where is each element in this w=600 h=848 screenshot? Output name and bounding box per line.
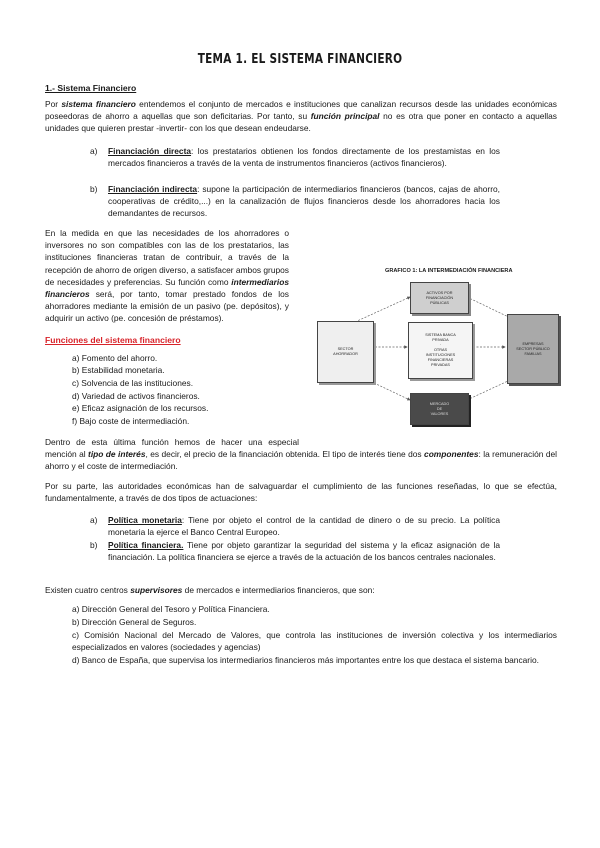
public-financing-label: ACTIVOS POR FINANCIACIÓN PÚBLICAS — [425, 290, 454, 305]
list-item: Política monetaria: Tiene por objeto el control de la cantidad de dinero o de su precio. La política monetaria la ejerce el Banco Central Europeo. — [108, 515, 501, 538]
public-financing-box — [410, 282, 469, 314]
list-item: f) Bajo coste de intermediación. — [72, 416, 190, 426]
intro-paragraph: Por sistema financiero entendemos el conjunto de mercados e instituciones que canalizan recursos desde las unidades económicas poseedoras de ahorro a aquellas que son deficitarias. Por tanto, su función principal no es otra que poner en contacto a aquellas unidades que quieren prestar -invertir- con los que desean endeudarse. — [45, 99, 557, 134]
list-marker: b) — [90, 184, 98, 194]
list-item: e) Eficaz asignación de los recursos. — [72, 403, 209, 413]
list-item: d) Banco de España, que supervisa los intermediarios financieros más importantes entre los que destaca el sistema bancario. — [72, 655, 539, 665]
diagram-title: GRAFICO 1: LA INTERMEDIACIÓN FINANCIERA — [385, 268, 513, 274]
paragraph-supervisors: Existen cuatro centros supervisores de mercados e intermediarios financieros, que son: — [45, 585, 375, 595]
private-banking-box — [408, 322, 473, 379]
list-marker: a) — [90, 515, 98, 525]
paragraph-intermediaries: En la medida en que las necesidades de los ahorradores o inversores no son compatibles con las de los prestatarios, las instituciones financieras tratan de contribuir, a través de la recepción de ahorro de origen diverso, a satisfacer ambos grupos de necesidades y preferencias. Su función como intermediarios financieros será, por tanto, tomar prestado fondos de los ahorradores mediante la emisión de un pasivo (pe. depósitos), y adquirir un activo (pe. concesión de préstamos). — [45, 228, 289, 324]
securities-market-label: MERCADO DE VALORES — [429, 401, 450, 416]
private-banking-label: SISTEMA BANCA PRIVADA · OTRAS INSTITUCIONES FINANCIERAS PRIVADAS — [425, 333, 456, 367]
list-item: d) Variedad de activos financieros. — [72, 391, 200, 401]
functions-heading: Funciones del sistema financiero — [45, 335, 181, 345]
list-item: a) Dirección General del Tesoro y Política Financiera. — [72, 604, 270, 614]
savers-box — [317, 321, 374, 383]
borrowers-label: EMPRESAS SECTOR PÚBLICO FAMILIAS — [516, 341, 550, 356]
page-title: TEMA 1. EL SISTEMA FINANCIERO — [197, 51, 403, 67]
section-heading: 1.- Sistema Financiero — [45, 83, 137, 93]
borrowers-box — [507, 314, 559, 384]
list-item: c) Comisión Nacional del Mercado de Valores, que controla las instituciones de inversión colectiva y los intermediarios especializados en valores (sociedades y agencias) — [72, 630, 557, 653]
savers-label: SECTOR AHORRADOR — [333, 347, 358, 356]
list-item: b) Dirección General de Seguros. — [72, 617, 197, 627]
list-item: Política financiera. Tiene por objeto garantizar la seguridad del sistema y la eficaz asignación de la financiación. La política financiera se ejerce a través de la actuación de los bancos centrales nacionales. — [108, 540, 500, 563]
paragraph-authorities: Por su parte, las autoridades económicas han de salvaguardar el cumplimiento de las funciones reseñadas, lo que se efectúa, fundamentalmente, a través de dos tipos de actuaciones: — [45, 481, 557, 504]
list-item: b) Estabilidad monetaria. — [72, 365, 165, 375]
financial-intermediation-diagram — [315, 262, 560, 430]
paragraph-interest: Dentro de esta última función hemos de hacer una especial mención al tipo de interés, es decir, el precio de la financiación obtenida. El tipo de interés tiene dos componentes: la remuneración del ahorro y el coste de intermediación. — [45, 437, 557, 472]
list-marker: a) — [90, 146, 98, 156]
list-marker: b) — [90, 540, 98, 550]
list-item: Financiación directa: los prestatarios obtienen los fondos directamente de los prestamistas en los mercados financieros a través de la venta de instrumentos financieros (activos financieros). — [108, 146, 500, 169]
list-item: c) Solvencia de las instituciones. — [72, 378, 194, 388]
securities-market-box — [410, 393, 469, 425]
list-item: Financiación indirecta: supone la participación de intermediarios financieros (bancos, cajas de ahorro, cooperativas de crédito,...) en la canalización de flujos financieros desde los ahorradores hacia los demandantes de recursos. — [108, 184, 500, 219]
list-item: a) Fomento del ahorro. — [72, 353, 158, 363]
